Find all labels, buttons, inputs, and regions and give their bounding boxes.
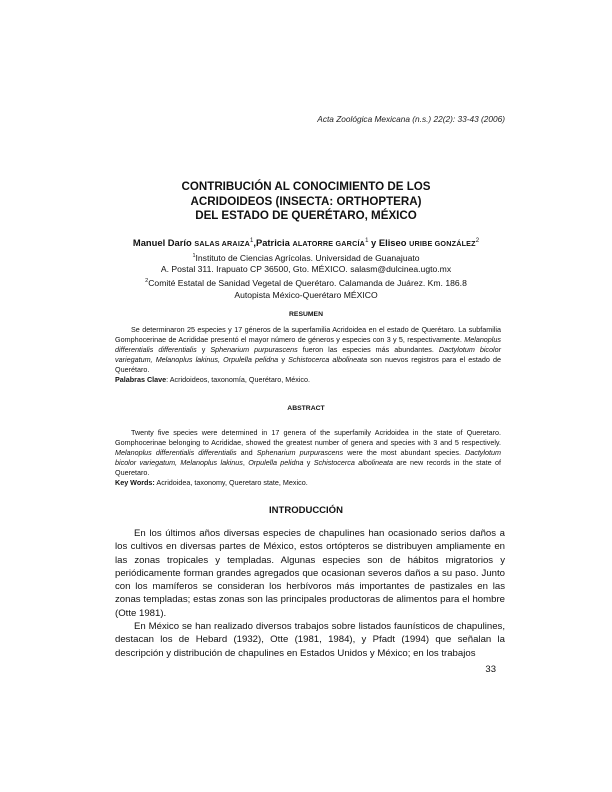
article-title xyxy=(0,180,612,224)
affiliation-1-address: A. Postal 311. Irapuato CP 36500, Gto. MÉXICO. salasm@dulcinea.ugto.mx xyxy=(160,264,452,275)
text: son nuevos registros para el estado de Querétaro. xyxy=(115,355,501,375)
resumen-heading: RESUMEN xyxy=(289,311,323,318)
introduccion-body xyxy=(115,527,505,660)
author-affil-sup: 1 xyxy=(250,237,254,244)
species-name: Melanoplus differentialis differentialis xyxy=(115,448,237,458)
affil-sup: 2 xyxy=(145,278,149,285)
affiliation-2 xyxy=(0,276,612,289)
body-paragraph: En los últimos años diversas especies de chapulines han ocasionado serios daños a los cultivos en diversas partes de México, estos ortópteros se distribuyen ampliamente en las zonas tropicales y templadas. Algunas especies son de hábitos migratorios y periódicamente forman grandes agregados que ocasionan severos daños a su paso. Junto con los mamíferos se consideran los herbívoros más importantes de pastizales en las zonas templadas; estas zonas son las principales productoras de alimentos para el hombre (Otte 1981). xyxy=(115,528,505,619)
author-affil-sup: 1 xyxy=(365,237,369,244)
affil-text: Comité Estatal de Sanidad Vegetal de Querétaro. Calamanda de Juárez. Km. 186.8 xyxy=(148,277,467,288)
author-separator: , xyxy=(253,237,256,248)
species-name: Sphenarium purpurascens xyxy=(210,345,298,355)
title-line: DEL ESTADO DE QUERÉTARO, MÉXICO xyxy=(195,209,417,222)
text: Twenty five species were determined in 17 genera of the superfamily Acridoidea in the state of Queretaro. Gomphocerinae belonging to Acrididae, showed the greatest number of genera and species with 3 and 5 respectively. xyxy=(115,428,501,448)
author-given: Manuel Darío xyxy=(132,237,195,248)
author-list xyxy=(0,237,612,248)
affil-sup: 1 xyxy=(192,253,196,259)
keywords-label: Palabras Clave xyxy=(115,375,167,385)
text: Se determinaron 25 especies y 17 géneros de la superfamilia Acridoidea en el estado de Querétaro. La subfamilia Gomphocerinae de Acrididae presentó el mayor número de géneros y especies con 3 y 5, respectivamente. xyxy=(115,325,501,345)
key-words xyxy=(115,478,501,488)
species-name: Melanoplus differentialis differentialis xyxy=(115,335,501,355)
keywords-label: Key Words: xyxy=(115,478,155,488)
affil-text: Instituto de Ciencias Agrícolas. Universidad de Guanajuato xyxy=(195,252,420,263)
text: were the most abundant species. xyxy=(343,448,466,458)
author-given: Patricia xyxy=(255,237,293,248)
species-name: Dactylotum bicolor variegatum, Melanoplus lakinus, Orpulella pelidna xyxy=(115,345,502,365)
abstract-heading: ABSTRACT xyxy=(287,405,325,412)
text: y xyxy=(196,345,211,355)
species-name: Dactylotum bicolor variegatum, Melanoplus lakinus xyxy=(115,448,501,468)
abstract-body xyxy=(115,428,501,489)
affiliations xyxy=(0,251,612,301)
introduccion-heading: INTRODUCCIÓN xyxy=(269,505,343,516)
species-name: Sphenarium purpurascens xyxy=(256,448,344,458)
body-paragraph: En México se han realizado diversos trabajos sobre listados faunísticos de chapulines, destacan los de Hebard (1932), Otte (1981, 1984), y Pfadt (1994) que señalan la descripción y distribución de chapulines en Estados Unidos y México; en los trabajos xyxy=(115,621,505,659)
author-family: URIBE GONZÁLEZ xyxy=(409,239,476,248)
text: and xyxy=(236,448,257,458)
keywords-text: : Acridoideos, taxonomía, Querétaro, México. xyxy=(166,375,310,385)
text: y xyxy=(278,355,289,365)
text: fueron las especies más abundantes. xyxy=(297,345,439,355)
abstract-paragraph xyxy=(115,428,501,478)
resumen-body xyxy=(115,325,501,386)
author-family: SALAS ARAIZA xyxy=(194,239,250,248)
text: y xyxy=(303,458,314,468)
text: , xyxy=(242,458,249,468)
affiliation-1 xyxy=(0,251,612,264)
keywords-text: Acridoidea, taxonomy, Queretaro state, Mexico. xyxy=(154,478,308,488)
affiliation-2-address: Autopista México-Querétaro MÉXICO xyxy=(234,289,378,300)
title-line: ACRIDOIDEOS (INSECTA: ORTHOPTERA) xyxy=(190,194,422,208)
author-affil-sup: 2 xyxy=(475,237,480,244)
author-family: ALATORRE GARCÍA xyxy=(292,239,366,248)
text: are new records in the state of Queretaro. xyxy=(115,458,501,478)
page-number: 33 xyxy=(485,664,496,675)
species-name: Orpulella pelidna xyxy=(248,458,304,468)
author-given: Eliseo xyxy=(378,237,410,248)
resumen-paragraph xyxy=(115,325,501,375)
journal-citation: Acta Zoológica Mexicana (n.s.) 22(2): 33-43 (2006) xyxy=(317,114,505,124)
species-name: Schistocerca albolineata xyxy=(288,355,368,365)
palabras-clave xyxy=(115,375,501,385)
title-line: CONTRIBUCIÓN AL CONOCIMIENTO DE LOS xyxy=(181,180,431,193)
species-name: Schistocerca albolineata xyxy=(313,458,393,468)
author-separator: y xyxy=(368,237,379,248)
